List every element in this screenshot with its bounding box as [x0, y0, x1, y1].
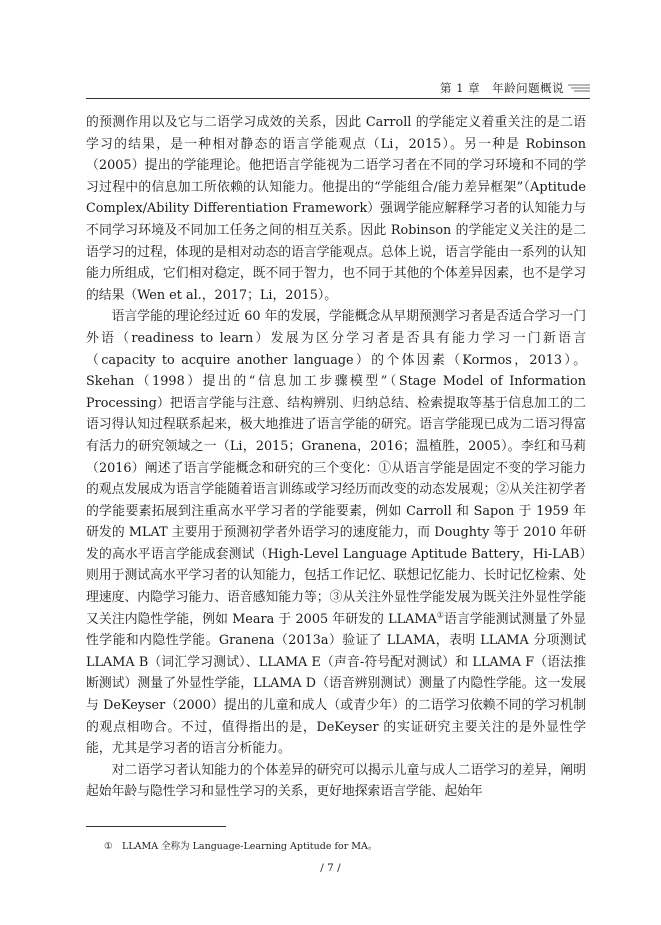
footnote-marker: ①	[436, 610, 445, 620]
chapter-title: 第 1 章 年龄问题概说	[440, 81, 565, 95]
main-text	[86, 112, 586, 803]
paragraph	[86, 306, 586, 759]
paragraph: 的预测作用以及它与二语学习成效的关系，因此 Carroll 的学能定义着重关注的是二语学习的结果，是一种相对静态的语言学能观点（Li，2015）。另一种是 Robinson（2005）提出的学能理论。他把语言学能视为二语学习者在不同的学习环境和不同的学习过程中的信息加工所依赖的认知能力。他提出的“学能组合/能力差异框架”（Aptitude Complex/Ability Differentiation Framework）强调学能应解释学习者的认知能力与不同学习环境及不同加工任务之间的相互关系。因此 Robinson 的学能定义关注的是二语学习的过程，体现的是相对动态的语言学能观点。总体上说，语言学能由一系列的认知能力所组成，它们相对稳定，既不同于智力，也不同于其他的个体差异因素，也不是学习的结果（Wen et al.，2017；Li，2015）。	[86, 115, 586, 303]
header-ornament-icon	[568, 84, 590, 92]
footnote-rule	[86, 826, 226, 827]
header-rule	[86, 98, 590, 99]
footnote: ① LLAMA 全称为 Language-Learning Aptitude for MA。	[104, 841, 378, 852]
running-header	[440, 80, 590, 96]
paragraph-text: 语言学能的理论经过近 60 年的发展，学能概念从早期预测学习者是否适合学习一门外语（readiness to learn）发展为区分学习者是否具有能力学习一门新语言（capacity to acquire another language）的个体因素（Kormos，2013）。Skehan（1998）提出的“信息加工步骤模型”（Stage Model of Information Processing）把语言学能与注意、结构辨别、归纳总结、检索提取等基于信息加工的二语习得认知过程联系起来，极大地推进了语言学能的研究。语言学能现已成为二语习得富有活力的研究领域之一（Li，2015；Granena，2016；温植胜，2005）。李红和马莉（2016）阐述了语言学能概念和研究的三个变化：①从语言学能是固定不变的学习能力的观点发展成为语言学能随着语言训练或学习经历而改变的动态发展观；②从关注初学者的学能要素拓展到注重高水平学习者的学能要素，例如 Carroll 和 Sapon 于 1959 年研发的 MLAT 主要用于预测初学者外语学习的速度能力，而 Doughty 等于 2010 年研发的高水平语言学能成套测试（High-Level Language Aptitude Battery，Hi-LAB）则用于测试高水平学习者的认知能力，包括工作记忆、联想记忆能力、长时记忆检索、处理速度、内隐学习能力、语音感知能力等；③从关注外显性学能发展为既关注外显性学能又关注内隐性学能，例如 Meara 于 2005 年研发的 LLAMA	[86, 309, 586, 627]
paragraph-text: 语言学能测试测量了外显性学能和内隐性学能。Granena（2013a）验证了 LLAMA，表明 LLAMA 分项测试 LLAMA B（词汇学习测试）、LLAMA E（声音-符号配对测试）和 LLAMA F（语法推断测试）测量了外显性学能，LLAMA D（语音辨别测试）测量了内隐性学能。这一发展与 DeKeyser（2000）提出的儿童和成人（或青少年）的二语学习依赖不同的学习机制的观点相吻合。不过，值得指出的是，DeKeyser 的实证研究主要关注的是外显性学能，尤其是学习者的语言分析能力。	[86, 611, 587, 757]
page-number: / 7 /	[320, 862, 341, 874]
paragraph: 对二语学习者认知能力的个体差异的研究可以揭示儿童与成人二语学习的差异，阐明起始年龄与隐性学习和显性学习的关系，更好地探索语言学能、起始年	[86, 762, 586, 800]
